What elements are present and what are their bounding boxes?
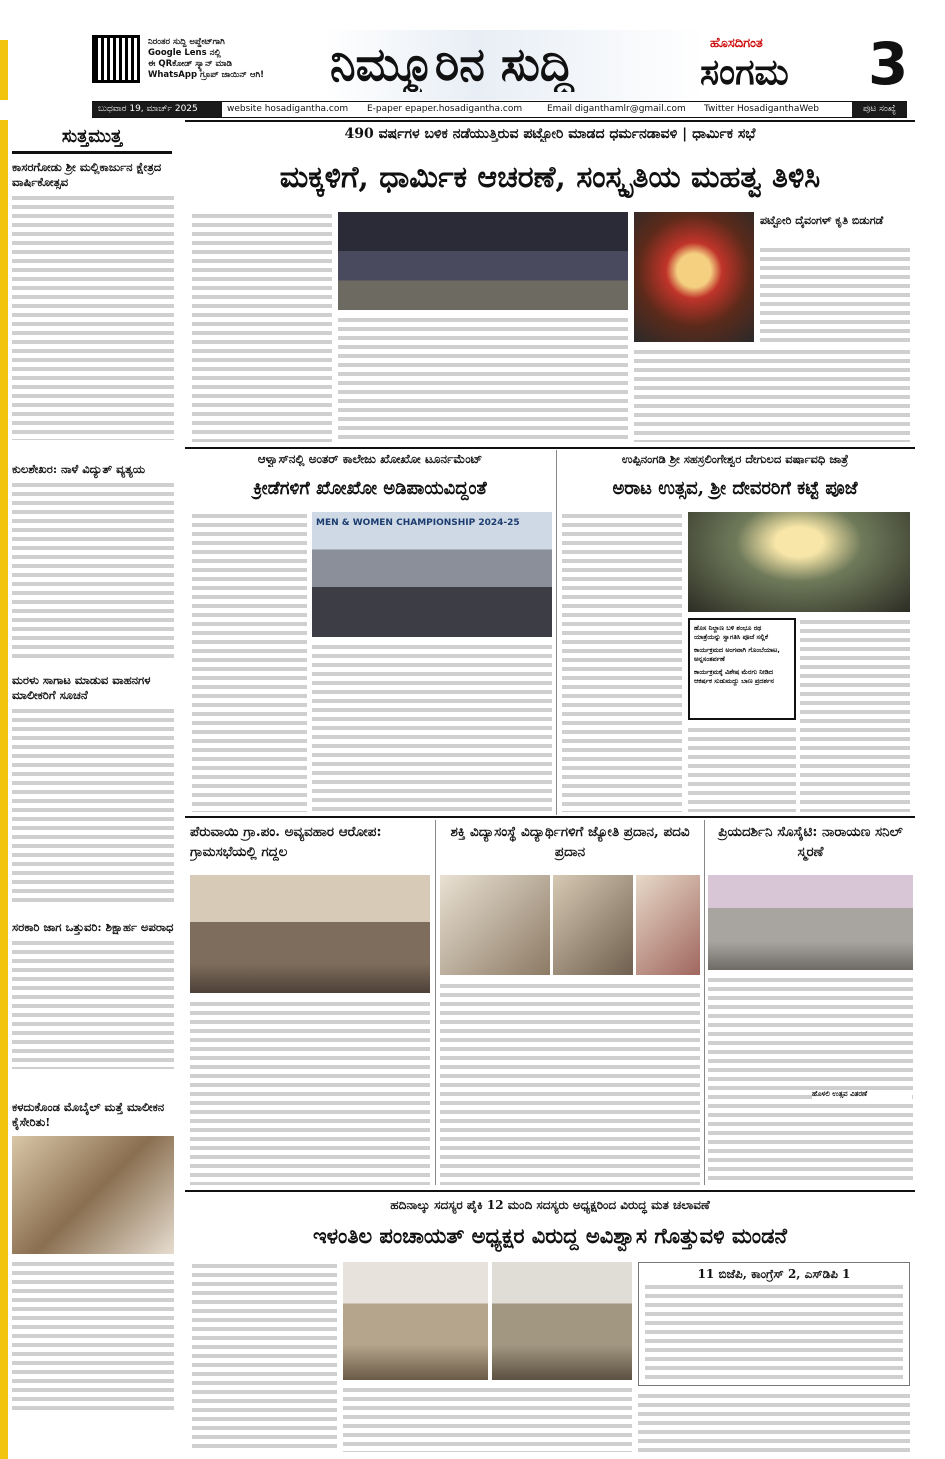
lead-ritual-photo	[634, 212, 754, 342]
qr-caption	[148, 37, 318, 81]
story3-kicker: ಉಪ್ಪಿನಂಗಡಿ ಶ್ರೀ ಸಹಸ್ರಲಿಂಗೇಶ್ವರ ದೇಗುಲದ ವರ್ಷಾವಧಿ ಜಾತ್ರೆ	[621, 452, 849, 466]
lead-kicker: 490 ವರ್ಷಗಳ ಬಳಿಕ ನಡೆಯುತ್ತಿರುವ ಪಟ್ಟೋರಿ ಮಾಡದ ಧರ್ಮನಡಾವಳಿ | ಧಾರ್ಮಿಕ ಸಭೆ	[344, 126, 756, 142]
story2-body-col1	[192, 512, 307, 812]
story6-headline[interactable]: ಪ್ರಿಯದರ್ಶಿನಿ ಸೊಸೈಟಿ: ನಾರಾಯಣ ಸನಿಲ್ ಸ್ಮರಣೆ	[718, 824, 903, 860]
story4-body	[190, 1000, 430, 1185]
story7-headline[interactable]: ಇಳಂತಿಲ ಪಂಚಾಯತ್ ಅಧ್ಯಕ್ಷರ ವಿರುದ್ದ ಅವಿಶ್ವಾಸ ಗೊತ್ತುವಳಿ ಮಂಡನೆ	[312, 1223, 787, 1248]
story2-photo	[312, 512, 552, 637]
story6-subhead: ಹೊಳಲಿ ಉತ್ಸವ ವಿತರಣೆ	[812, 1090, 912, 1099]
sidebar-yellow-bar	[0, 120, 8, 1459]
story5-photo-a	[440, 875, 550, 975]
lead-headline[interactable]: ಮಕ್ಕಳಿಗೆ, ಧಾರ್ಮಿಕ ಆಚರಣೆ, ಸಂಸ್ಕೃತಿಯ ಮಹತ್ವ ತಿಳಿಸಿ	[279, 160, 821, 195]
story7-photo-b	[492, 1262, 632, 1380]
qr-code	[92, 35, 140, 83]
story7-box-title: 11 ಬಿಜೆಪಿ, ಕಾಂಗ್ರೆಸ್ 2, ಎಸ್‌ಡಿಪಿ 1	[697, 1267, 851, 1281]
twitter-link[interactable]: Twitter HosadiganthaWeb	[704, 104, 820, 114]
date-bar	[92, 101, 907, 118]
masthead	[0, 0, 945, 100]
box-item: ಕಾರ್ಯಕ್ರಮದ ಅಂಗವಾಗಿ ಗೊಂಬೆಯಾಟ, ಅನ್ನಸಂತರ್ಪಣೆ	[694, 646, 780, 663]
story3-headline[interactable]: ಅರಾಟ ಉತ್ಸವ, ಶ್ರೀ ದೇವರರಿಗೆ ಕಟ್ಟೆ ಪೂಜೆ	[612, 478, 858, 499]
story7-body-col2	[343, 1386, 632, 1452]
brand-small: ಹೊಸದಿಗಂತ	[710, 36, 763, 51]
sidebar-section-title: ಸುತ್ತಮುತ್ತ	[12, 126, 172, 154]
story3-body-col1	[562, 512, 682, 812]
story4-photo	[190, 875, 430, 993]
column-divider	[704, 820, 705, 1185]
edition-label: ಪುಟ ಸಂಖ್ಯೆ	[852, 102, 907, 117]
sidebar-body	[12, 194, 174, 440]
lead-stage-photo	[338, 212, 628, 310]
lead-body-col1	[192, 212, 332, 442]
rule	[185, 816, 915, 818]
website-link[interactable]: website hosadigantha.com	[227, 104, 349, 114]
story7-kicker-bar	[185, 1194, 915, 1216]
box-item: ಹೊಸ ನಿಲ್ದಾಣ ಬಳಿ ಶಂಭೂ ರಥ ಯಾತ್ರೆಯನ್ನು ಸ್ವಾಗತಿಸಿ ಪೂಜೆ ಸಲ್ಲಿಕೆ	[694, 624, 769, 641]
lead-body-col2	[338, 316, 628, 442]
email-link[interactable]: Email diganthamlr@gmail.com	[547, 104, 686, 114]
sidebar-body	[12, 707, 174, 903]
sidebar-item	[12, 920, 174, 1069]
qr-line: WhatsApp ಗ್ರೂಪ್ ಜಾಯಿನ್ ಆಗಿ!	[148, 70, 264, 80]
story2-headline[interactable]: ಕ್ರೀಡೆಗಳಿಗೆ ಖೋಖೋ ಅಡಿಪಾಯವಿದ್ದಂತೆ	[253, 478, 487, 499]
story5-headline[interactable]: ಶಕ್ತಿ ವಿದ್ಯಾಸಂಸ್ಥೆ ವಿದ್ಯಾರ್ಥಿಗಳಿಗೆ ಜ್ಯೋತಿ ಪ್ರದಾನ, ಪದವಿ ಪ್ರದಾನ	[450, 824, 690, 860]
rule	[185, 1190, 915, 1192]
story7-box-body	[645, 1283, 903, 1379]
story6-body	[708, 976, 913, 1185]
rule	[185, 447, 915, 449]
lead-body-col3	[634, 348, 910, 442]
sidebar-headline[interactable]: ಕಳದುಕೊಂಡ ಮೊಬೈಲ್ ಮತ್ತೆ ಮಾಲೀಕನ ಕೈಸೇರಿತು!	[12, 1100, 165, 1129]
story7-photo-a	[343, 1262, 488, 1380]
story7-kicker: ಹದಿನಾಲ್ಕು ಸದಸ್ಯರ ಪೈಕಿ 12 ಮಂದಿ ಸದಸ್ಯರು ಅಧ್ಯಕ್ಷರಿಂದ ವಿರುದ್ಧ ಮತ ಚಲಾವಣೆ	[390, 1198, 710, 1212]
story5-photo-b	[553, 875, 633, 975]
rule	[185, 120, 915, 122]
box-item: ಕಾರ್ಯಕ್ರಮಕ್ಕೆ ವಿಶೇಷ ಮೆರಗು ನೀಡಿದ ಆಕರ್ಷಕ ಸುಡುಮದ್ದು ಬಾಣ ಪ್ರದರ್ಶನ	[694, 668, 775, 685]
lead-sidebox-body	[760, 246, 910, 342]
qr-line: ಈ QRಕೋಡ್ ಸ್ಕ್ಯಾನ್ ಮಾಡಿ	[148, 59, 232, 69]
date-text: ಬುಧವಾರ 19, ಮಾರ್ಚ್ 2025	[92, 102, 222, 117]
story7-box	[638, 1262, 910, 1386]
qr-line: ನಿರಂತರ ಸುದ್ದಿ ಅಪ್ಡೇಟ್‌ಗಾಗಿ	[148, 37, 225, 47]
column-divider	[556, 450, 557, 815]
story7-body-col1	[192, 1262, 337, 1452]
sidebar-headline[interactable]: ಮರಳು ಸಾಗಾಟ ಮಾಡುವ ವಾಹನಗಳ ಮಾಲೀಕರಿಗೆ ಸೂಚನೆ	[12, 673, 151, 702]
story5-body	[440, 982, 700, 1185]
story6-photo	[708, 875, 913, 970]
story3-body-col3	[688, 726, 796, 812]
story7-body-col3	[638, 1392, 910, 1452]
epaper-link[interactable]: E-paper epaper.hosadigantha.com	[367, 104, 523, 114]
mobile-return-photo	[12, 1136, 174, 1254]
story3-temple-photo	[688, 512, 910, 612]
column-divider	[435, 820, 436, 1185]
sidebar-headline[interactable]: ಸರಕಾರಿ ಜಾಗ ಒತ್ತುವರಿ: ಶಿಕ್ಷಾರ್ಹ ಅಪರಾಧ	[12, 920, 174, 934]
story2-kicker: ಆಳ್ವಾಸ್‌ನಲ್ಲಿ ಅಂತರ್ ಕಾಲೇಜು ಖೋಖೋ ಟೂರ್ನಮೆಂಟ್	[257, 452, 483, 466]
sidebar-item	[12, 462, 174, 661]
story3-box	[688, 618, 796, 720]
yellow-edge-bar	[0, 40, 8, 100]
sidebar-headline[interactable]: ಕುಲಶೇಖರ: ನಾಳೆ ವಿದ್ಯುತ್ ವ್ಯತ್ಯಯ	[12, 462, 146, 476]
sidebar-item	[12, 160, 174, 440]
sidebar-body	[12, 481, 174, 661]
brand-big: ಸಂಗಮ	[700, 51, 789, 93]
story4-headline[interactable]: ಪೆರುವಾಯಿ ಗ್ರಾ.ಪಂ. ಅವ್ಯವಹಾರ ಆರೋಪ: ಗ್ರಾಮಸಭೆಯಲ್ಲಿ ಗದ್ದಲ	[190, 824, 382, 860]
sidebar-body	[12, 939, 174, 1069]
story2-banner-text: MEN & WOMEN CHAMPIONSHIP 2024-25	[316, 518, 520, 528]
sidebar-item	[12, 1100, 174, 1410]
lead-sidebox-title[interactable]: ಪಟ್ಟೋರಿ ದೈವಂಗಳ್‌ ಕೃತಿ ಬಿಡುಗಡೆ	[760, 214, 884, 227]
story5-photo-c	[636, 875, 700, 975]
qr-line: Google Lens ನಲ್ಲಿ	[148, 48, 221, 58]
sidebar-headline[interactable]: ಕಾಸರಗೋಡು ಶ್ರೀ ಮಲ್ಲಿಕಾರ್ಜುನ ಕ್ಷೇತ್ರದ ವಾರ್ಷಿಕೋತ್ಸವ	[12, 160, 162, 189]
masthead-title: ನಿಮ್ಮೂರಿನ ಸುದ್ದಿ	[330, 37, 574, 91]
sidebar	[0, 120, 178, 1459]
story3-body-col2	[800, 618, 910, 812]
sidebar-item	[12, 673, 174, 903]
page-number: 3	[868, 30, 909, 98]
story2-body-col2	[312, 643, 552, 813]
sidebar-body	[12, 1260, 174, 1410]
